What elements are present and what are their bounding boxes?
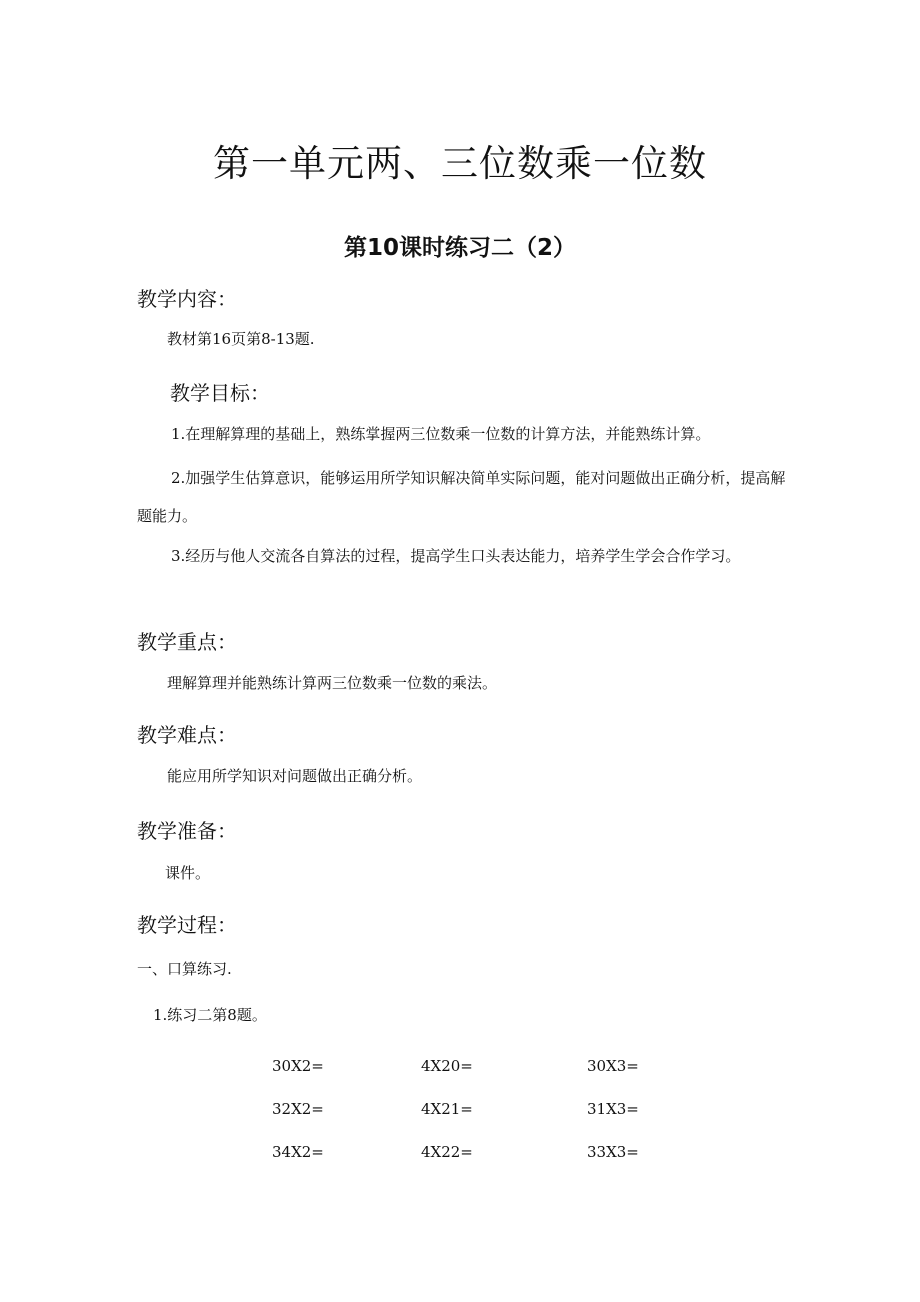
page-title: 第一单元两、三位数乘一位数	[213, 142, 707, 185]
goal-item-1: 1.在理解算理的基础上，熟练掌握两三位数乘一位数的计算方法，并能熟练计算。	[171, 425, 711, 443]
content-heading: 教学内容：	[137, 287, 237, 311]
lesson-subtitle: 第10课时练习二（2）	[343, 235, 576, 261]
calc-item: 4X21=	[421, 1100, 473, 1118]
difficulty-text: 能应用所学知识对问题做出正确分析。	[167, 767, 423, 785]
calc-item: 33X3=	[587, 1143, 639, 1161]
calc-item: 31X3=	[587, 1100, 639, 1118]
prep-heading: 教学准备：	[137, 819, 237, 843]
calc-item: 34X2=	[272, 1143, 324, 1161]
goal-item-3: 3.经历与他人交流各自算法的过程，提高学生口头表达能力，培养学生学会合作学习。	[171, 547, 741, 565]
process-heading: 教学过程：	[137, 913, 237, 937]
calc-item: 32X2=	[272, 1100, 324, 1118]
calc-item: 4X22=	[421, 1143, 473, 1161]
calc-item: 4X20=	[421, 1057, 473, 1075]
calc-item: 30X3=	[587, 1057, 639, 1075]
content-text: 教材第16页第8-13题.	[167, 330, 315, 348]
exercise-label: 1.练习二第8题。	[153, 1006, 267, 1024]
process-step-1: 一、口算练习.	[137, 960, 232, 978]
goals-heading: 教学目标：	[170, 381, 270, 405]
goal-item-2: 2.加强学生估算意识，能够运用所学知识解决简单实际问题，能对问题做出正确分析，提高解题能力。	[137, 469, 786, 525]
calc-item: 30X2=	[272, 1057, 324, 1075]
key-text: 理解算理并能熟练计算两三位数乘一位数的乘法。	[167, 674, 498, 692]
difficulty-heading: 教学难点：	[137, 723, 237, 747]
prep-text: 课件。	[165, 864, 211, 882]
key-heading: 教学重点：	[137, 630, 237, 654]
